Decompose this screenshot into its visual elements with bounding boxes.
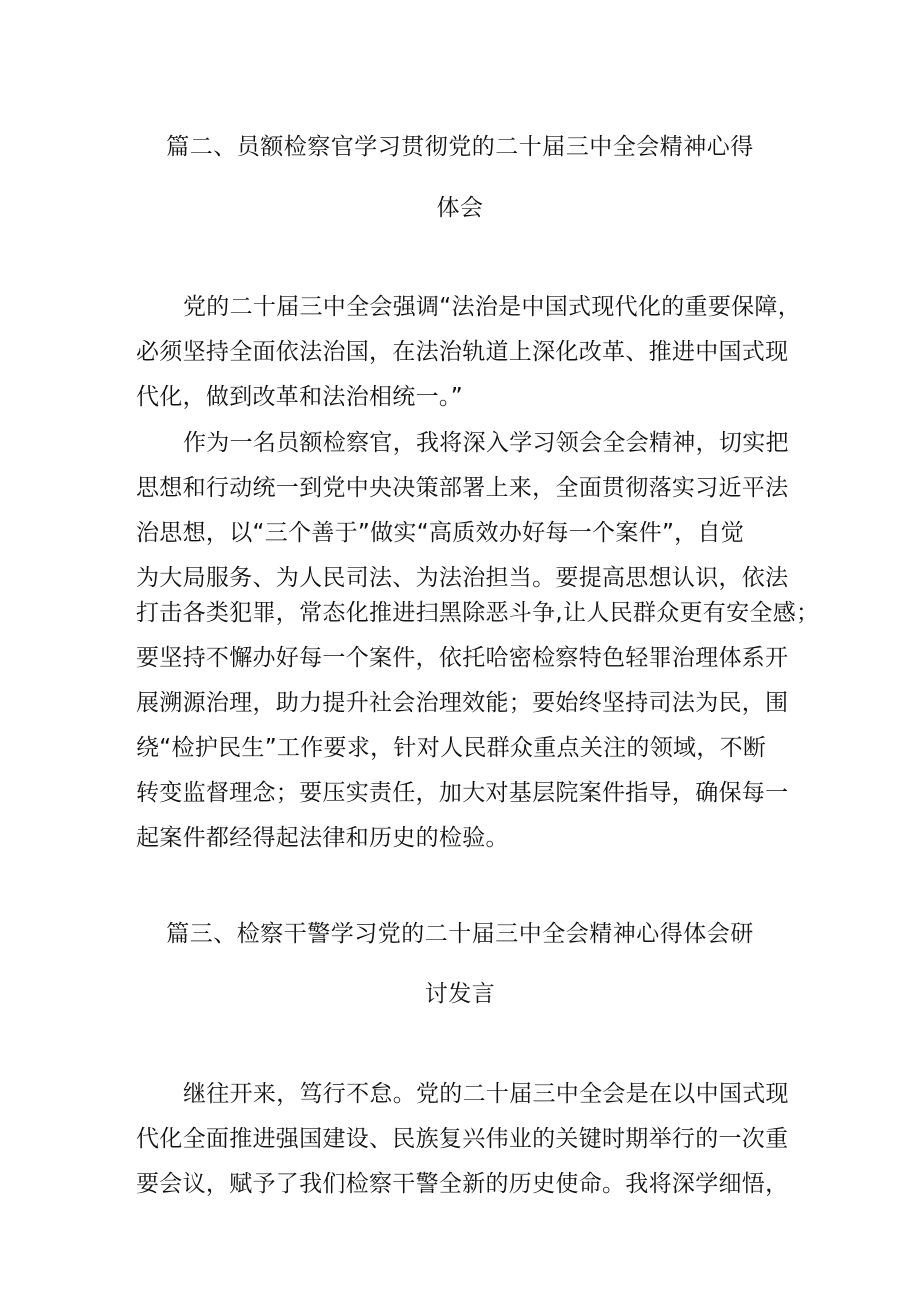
section2-para2-line-2: 思想和行动统一到党中央决策部署上来，全面贯彻落实习近平法 (136, 475, 789, 501)
section2-para1-line-3: 代化，做到改革和法治相统一。” (136, 384, 463, 410)
section3-para1-line-2: 代化全面推进强国建设、民族复兴伟业的关键时期举行的一次重 (136, 1126, 789, 1152)
section2-para1-line-1: 党的二十届三中全会强调“法治是中国式现代化的重要保障， (183, 294, 802, 320)
section2-para2-line-3: 治思想，以“三个善于”做实“高质效办好每一个案件”，自觉 (136, 520, 745, 546)
section3-title-line-2: 讨发言 (424, 981, 496, 1007)
section2-para2-line-7: 展溯源治理，助力提升社会治理效能；要始终坚持司法为民，围 (136, 690, 789, 716)
section2-para2-line-8: 绕“检护民生”工作要求，针对人民群众重点关注的领域，不断 (136, 735, 767, 761)
section2-title-line-1: 篇二、员额检察官学习贯彻党的二十届三中全会精神心得 (166, 134, 754, 160)
section2-para2-line-6: 要坚持不懈办好每一个案件，依托哈密检察特色轻罪治理体系开 (136, 645, 789, 671)
section2-para2-line-9: 转变监督理念；要压实责任，加大对基层院案件指导，确保每一 (136, 780, 789, 806)
section2-title-line-2: 体会 (436, 195, 484, 221)
section2-para2-line-5: 打击各类犯罪，常态化推进扫黑除恶斗争,让人民群众更有安全感； (136, 600, 820, 626)
section2-para2-line-10: 起案件都经得起法律和历史的检验。 (136, 825, 509, 851)
section3-para1-line-3: 要会议，赋予了我们检察干警全新的历史使命。我将深学细悟， (136, 1171, 789, 1197)
section2-para2-line-1: 作为一名员额检察官，我将深入学习领会全会精神，切实把 (183, 430, 789, 456)
section3-para1-line-1: 继往开来，笃行不怠。党的二十届三中全会是在以中国式现 (183, 1081, 789, 1107)
section2-para2-line-4: 为大局服务、为人民司法、为法治担当。要提高思想认识，依法 (136, 565, 789, 591)
section3-title-line-1: 篇三、检察干警学习党的二十届三中全会精神心得体会研 (166, 921, 754, 947)
section2-para1-line-2: 必须坚持全面依法治国，在法治轨道上深化改革、推进中国式现 (136, 339, 789, 365)
